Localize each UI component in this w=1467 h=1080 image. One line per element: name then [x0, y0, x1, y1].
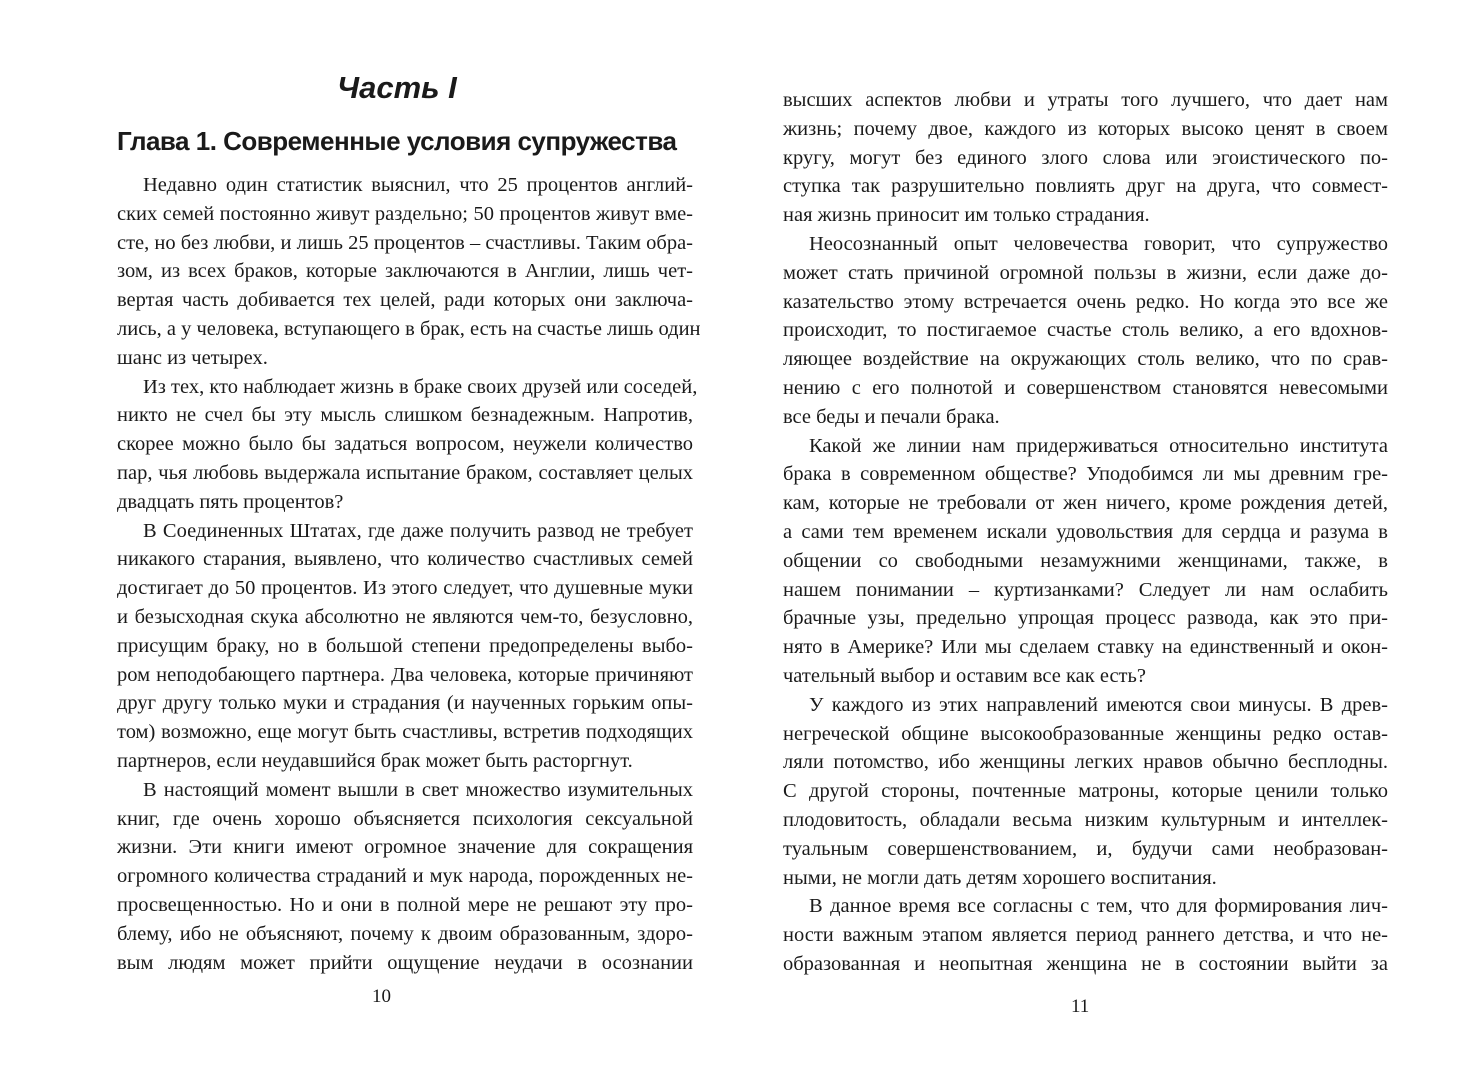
text-line: У каждого из этих направлений имеются свои минусы. В древ-: [809, 693, 1388, 716]
paragraph: [117, 517, 693, 776]
text-line: ступка так разрушительно повлиять друг на друга, что совмест-: [783, 175, 1388, 198]
text-line: ляющее воздействие на окружающих столь велико, что по срав-: [783, 348, 1388, 371]
text-line: скорее можно было бы задаться вопросом, неужели количество: [117, 433, 693, 456]
paragraph: [783, 691, 1388, 893]
part-title: Часть I: [337, 70, 457, 105]
text-line: нению с его полнотой и совершенством становятся невесомыми: [783, 376, 1388, 399]
text-line: ности важным этапом является период раннего детства, и что не-: [783, 924, 1388, 947]
text-line: брачные узы, предельно упрощая процесс развода, как это при-: [783, 607, 1388, 630]
paragraph: [117, 171, 701, 373]
text-line: вертая часть добивается тех целей, ради которых они заключа-: [117, 289, 693, 312]
text-line: ром неподобающего партнера. Два человека, которые причиняют: [117, 663, 693, 686]
text-line: том) возможно, еще могут быть счастливы, встретив подходящих: [117, 721, 693, 744]
text-line: Из тех, кто наблюдает жизнь в браке своих друзей или соседей,: [143, 375, 698, 398]
text-line: книг, где очень хорошо объясняется психология сексуальной: [117, 807, 693, 830]
paragraph: [783, 230, 1388, 432]
text-line: С другой стороны, почтенные матроны, которые ценили только: [783, 780, 1388, 803]
text-line: брака в современном обществе? Уподобимся ли мы древним гре-: [783, 463, 1388, 486]
text-line: туальным совершенствованием, и, будучи сами необразован-: [783, 837, 1388, 860]
paragraph: [783, 432, 1388, 691]
text-line: казательство этому встречается очень редко. Но когда это все же: [783, 290, 1388, 313]
text-line: В данное время все согласны с тем, что для формирования лич-: [809, 895, 1388, 918]
text-line: никакого старания, выявлено, что количество счастливых семей: [117, 548, 693, 571]
text-line: сте, но без любви, и лишь 25 процентов – счастливы. Таким обра-: [117, 231, 693, 254]
text-line: Какой же линии нам придерживаться относительно института: [809, 434, 1388, 457]
text-line: образованная и неопытная женщина не в состоянии выйти за: [783, 952, 1388, 975]
text-line: ная жизнь приносит им только страдания.: [783, 204, 1150, 227]
text-line: шанс из четырех.: [117, 346, 268, 369]
text-line: нашем понимании – куртизанками? Следует ли нам ослабить: [783, 578, 1388, 601]
chapter-title: Глава 1. Современные условия супружества: [117, 126, 677, 156]
text-line: чательный выбор и оставим все как есть?: [783, 664, 1146, 687]
text-line: пар, чья любовь выдержала испытание браком, составляет целых: [117, 461, 693, 484]
text-line: кам, которые не требовали от жен ничего, кроме рождения детей,: [783, 492, 1388, 515]
text-line: а сами тем временем искали удовольствия для сердца и разума в: [783, 520, 1388, 543]
text-line: В настоящий момент вышли в свет множество изумительных: [143, 778, 693, 801]
page-number: 11: [1071, 996, 1090, 1017]
page-body: [117, 171, 701, 977]
text-line: негреческой общине высокообразованные женщины редко остав-: [783, 722, 1388, 745]
paragraph: [117, 776, 693, 978]
page-body: [783, 86, 1388, 979]
text-line: ляли потомство, ибо женщины легких нравов обычно бесплодны.: [783, 751, 1388, 774]
text-line: Недавно один статистик выяснил, что 25 процентов англий-: [143, 174, 693, 196]
text-line: лись, а у человека, вступающего в брак, есть на счастье лишь один: [117, 317, 701, 340]
text-line: жизнь; почему двое, каждого из которых высоко ценят в своем: [783, 117, 1388, 140]
text-line: все беды и печали брака.: [783, 405, 1000, 428]
text-line: плодовитость, обладали весьма низким культурным и интеллек-: [783, 808, 1388, 831]
page-number: 10: [372, 986, 391, 1007]
paragraph: [783, 892, 1388, 978]
text-line: блему, ибо не объясняют, почему к двоим образованным, здоро-: [117, 922, 693, 945]
text-line: может стать причиной огромной пользы в жизни, если даже до-: [783, 261, 1388, 284]
text-line: партнеров, если неудавшийся брак может быть расторгнут.: [117, 749, 633, 772]
paragraph: [783, 86, 1388, 230]
text-line: нято в Америке? Или мы сделаем ставку на единственный и окон-: [783, 636, 1388, 659]
text-line: друг другу только муки и страдания (и наученных горьким опы-: [117, 692, 693, 715]
text-line: Неосознанный опыт человечества говорит, что супружество: [809, 232, 1388, 255]
text-line: огромного количества страданий и мук народа, порожденных не-: [117, 865, 693, 888]
text-line: происходит, то постигаемое счастье столь велико, а его вдохнов-: [783, 319, 1388, 342]
text-line: кругу, могут без единого злого слова или эгоистического по-: [783, 146, 1388, 169]
text-line: вым людям может прийти ощущение неудачи в осознании: [117, 951, 693, 974]
text-line: и безысходная скука абсолютно не являются чем-то, безусловно,: [117, 605, 693, 628]
text-line: высших аспектов любви и утраты того лучшего, что дает нам: [783, 89, 1388, 111]
text-line: общении со свободными незамужними женщинами, также, в: [783, 549, 1388, 572]
text-line: зом, из всех браков, которые заключаются в Англии, лишь чет-: [117, 260, 693, 283]
text-line: присущим браку, но в большой степени предопределены выбо-: [117, 634, 693, 657]
text-line: достигает до 50 процентов. Из этого следует, что душевные муки: [117, 577, 693, 600]
text-line: В Соединенных Штатах, где даже получить развод не требует: [143, 519, 693, 542]
text-line: просвещенностью. Но и они в полной мере не решают эту про-: [117, 893, 693, 916]
text-line: двадцать пять процентов?: [117, 490, 344, 513]
text-line: ными, не могли дать детям хорошего воспитания.: [783, 866, 1217, 889]
text-line: ских семей постоянно живут раздельно; 50 процентов живут вме-: [117, 202, 693, 225]
paragraph: [117, 373, 698, 517]
text-line: жизни. Эти книги имеют огромное значение для сокращения: [117, 836, 693, 859]
text-line: никто не счел бы эту мысль слишком безнадежным. Напротив,: [117, 404, 693, 427]
